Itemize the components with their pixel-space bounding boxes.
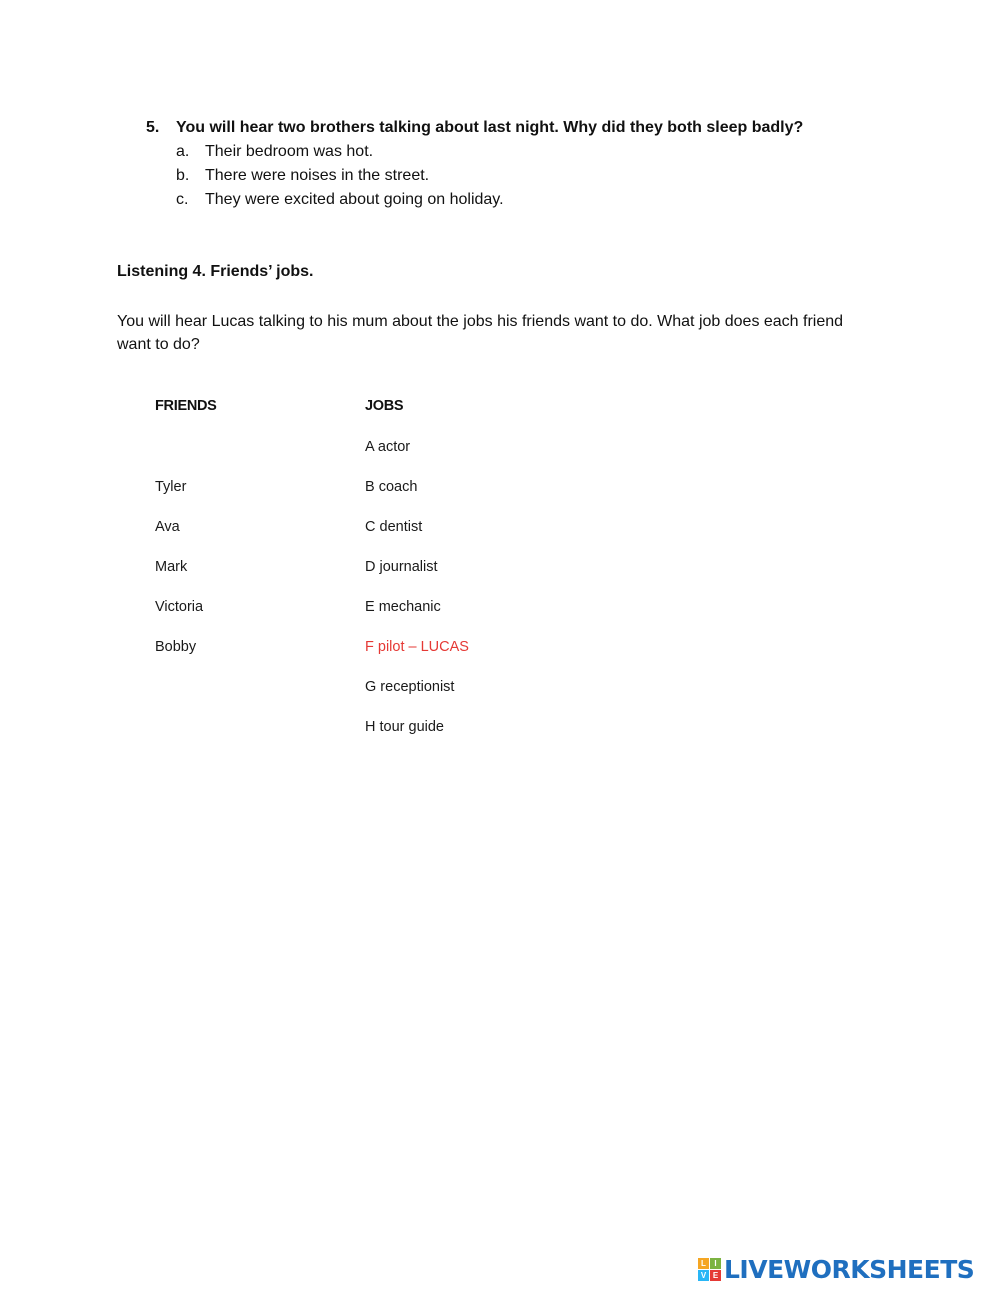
friend-name: Victoria bbox=[155, 599, 204, 615]
jobs-header: JOBS bbox=[365, 398, 404, 414]
logo-block: L bbox=[698, 1258, 709, 1269]
friend-name: Ava bbox=[155, 519, 180, 535]
option-letter: c. bbox=[176, 191, 189, 208]
friends-header: FRIENDS bbox=[155, 398, 217, 414]
option-text: Their bedroom was hot. bbox=[205, 143, 374, 160]
friend-name: Mark bbox=[155, 559, 188, 575]
job-option: D journalist bbox=[365, 559, 438, 575]
logo-text: LIVEWORKSHEETS bbox=[724, 1255, 975, 1284]
section-intro: You will hear Lucas talking to his mum about the jobs his friends want to do. What job does each friend want to do? bbox=[117, 313, 844, 353]
job-option: C dentist bbox=[365, 519, 423, 535]
friend-name: Bobby bbox=[155, 639, 197, 655]
option-letter: b. bbox=[176, 167, 190, 184]
job-option: H tour guide bbox=[365, 719, 444, 735]
job-option: B coach bbox=[365, 479, 418, 495]
job-option: E mechanic bbox=[365, 599, 441, 615]
question-number: 5. bbox=[146, 119, 160, 136]
section-title: Listening 4. Friends’ jobs. bbox=[117, 263, 314, 280]
option-text: There were noises in the street. bbox=[205, 167, 430, 184]
logo-block: E bbox=[710, 1270, 721, 1281]
job-option: A actor bbox=[365, 439, 411, 455]
option-letter: a. bbox=[176, 143, 190, 160]
logo-block: V bbox=[698, 1270, 709, 1281]
job-option-example: F pilot – LUCAS bbox=[365, 639, 469, 655]
liveworksheets-logo bbox=[698, 1255, 974, 1284]
option-text: They were excited about going on holiday. bbox=[205, 191, 504, 208]
question-text: You will hear two brothers talking about last night. Why did they both sleep badly? bbox=[176, 119, 804, 136]
friend-name: Tyler bbox=[155, 479, 187, 495]
logo-blocks-icon bbox=[698, 1258, 721, 1281]
logo-block: I bbox=[710, 1258, 721, 1269]
job-option: G receptionist bbox=[365, 679, 455, 695]
